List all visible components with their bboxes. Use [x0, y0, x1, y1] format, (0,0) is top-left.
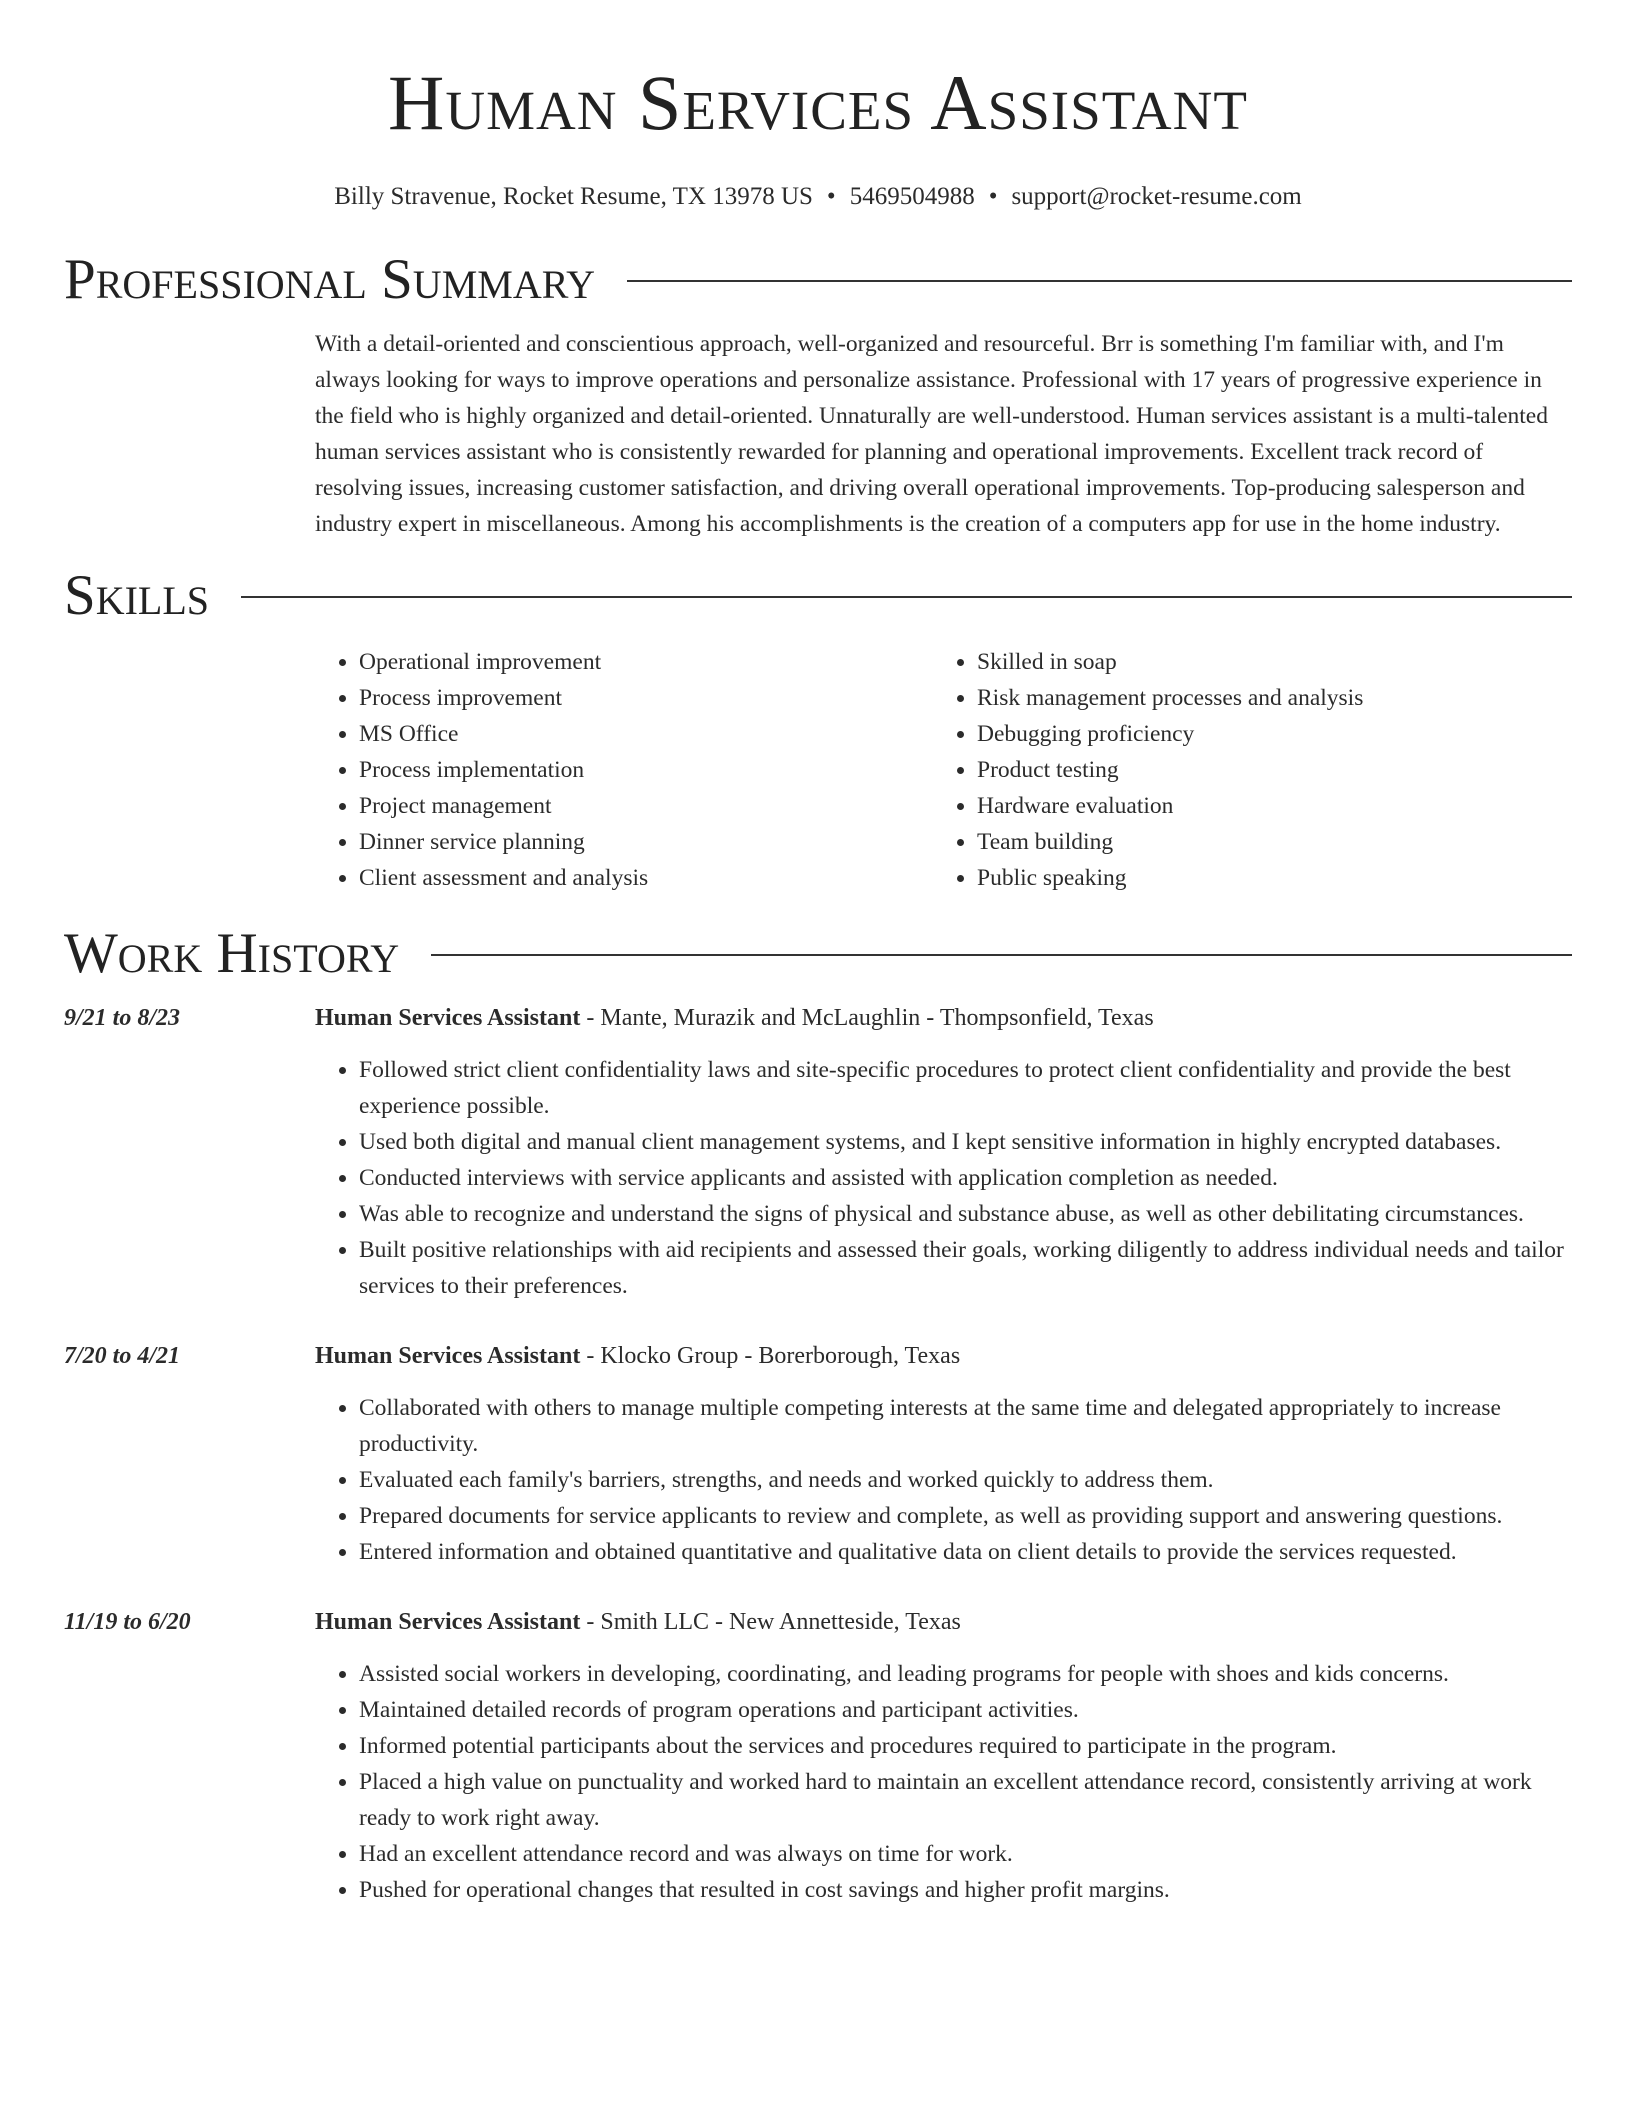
skill-item: • Process implementation	[359, 752, 933, 788]
job-entry	[64, 1604, 1572, 1908]
skill-item: • Dinner service planning	[359, 824, 933, 860]
skill-item: • Operational improvement	[359, 644, 933, 680]
skill-item: • Client assessment and analysis	[359, 860, 933, 896]
job-bullet: • Informed potential participants about the services and procedures required to participate in the program.	[359, 1728, 1572, 1764]
job-bullet: • Assisted social workers in developing, coordinating, and leading programs for people with shoes and kids concerns.	[359, 1656, 1572, 1692]
skills-column-left	[315, 644, 933, 896]
skills-list	[315, 644, 1572, 896]
job-bullets	[315, 1052, 1572, 1304]
job-detail	[315, 1338, 1572, 1570]
job-employer: - Klocko Group - Borerborough, Texas	[580, 1343, 961, 1369]
job-detail	[315, 1000, 1572, 1304]
job-bullets	[315, 1656, 1572, 1908]
phone: 5469504988	[849, 183, 975, 210]
work-section-header	[64, 920, 1572, 988]
skill-item: • Product testing	[977, 752, 1551, 788]
job-bullet: • Prepared documents for service applicants to review and complete, as well as providing support and answering questions.	[359, 1498, 1572, 1534]
skills-heading: Skills	[64, 564, 210, 627]
job-role: Human Services Assistant	[315, 1005, 581, 1031]
job-dates: 9/21 to 8/23	[64, 1005, 181, 1031]
summary-heading: Professional Summary	[64, 248, 596, 311]
separator-dot: •	[826, 183, 836, 210]
skill-item: • Public speaking	[977, 860, 1551, 896]
skill-item: • Project management	[359, 788, 933, 824]
job-entry	[64, 1338, 1572, 1570]
skill-item: • Risk management processes and analysis	[977, 680, 1551, 716]
email[interactable]: support@rocket-resume.com	[1011, 183, 1302, 210]
summary-body	[315, 326, 1572, 542]
resume-title: Human Services Assistant	[388, 59, 1248, 146]
job-bullet: • Evaluated each family's barriers, strengths, and needs and worked quickly to address them.	[359, 1462, 1572, 1498]
skill-item: • Debugging proficiency	[977, 716, 1551, 752]
summary-text: With a detail-oriented and conscientious approach, well-organized and resourceful. Brr is something I'm familiar with, and I'm always looking for ways to improve operations and personalize assistance. Professional with 17 years of progressive experience in the field who is highly organized and detail-oriented. Unnaturally are well-understood. Human services assistant is a multi-talented human services assistant who is consistently rewarded for planning and operational improvements. Excellent track record of resolving issues, increasing customer satisfaction, and driving overall operational improvements. Top-producing salesperson and industry expert in miscellaneous. Among his accomplishments is the creation of a computers app for use in the home industry.	[315, 331, 1548, 537]
job-employer: - Smith LLC - New Annetteside, Texas	[580, 1609, 961, 1635]
job-title-line	[315, 1338, 1572, 1374]
job-bullet: • Built positive relationships with aid recipients and assessed their goals, working diligently to address individual needs and tailor services to their preferences.	[359, 1232, 1572, 1304]
job-dates: 11/19 to 6/20	[64, 1609, 191, 1635]
job-bullet: • Placed a high value on punctuality and worked hard to maintain an excellent attendance record, consistently arriving at work ready to work right away.	[359, 1764, 1572, 1836]
job-role: Human Services Assistant	[315, 1609, 581, 1635]
address: Billy Stravenue, Rocket Resume, TX 13978 US	[334, 183, 813, 210]
job-bullets	[315, 1390, 1572, 1570]
skill-item: • Hardware evaluation	[977, 788, 1551, 824]
section-divider	[241, 596, 1572, 598]
section-divider	[627, 280, 1572, 282]
skills-section-header	[64, 562, 1572, 630]
separator-dot: •	[988, 183, 998, 210]
job-employer: - Mante, Murazik and McLaughlin - Thompsonfield, Texas	[580, 1005, 1154, 1031]
job-entry	[64, 1000, 1572, 1304]
job-bullet: • Used both digital and manual client management systems, and I kept sensitive information in highly encrypted databases.	[359, 1124, 1572, 1160]
job-title-line	[315, 1604, 1572, 1640]
skills-column-right	[933, 644, 1551, 896]
job-bullet: • Conducted interviews with service applicants and assisted with application completion as needed.	[359, 1160, 1572, 1196]
job-bullet: • Pushed for operational changes that resulted in cost savings and higher profit margins.	[359, 1872, 1572, 1908]
skill-item: • Process improvement	[359, 680, 933, 716]
work-heading: Work History	[64, 922, 400, 985]
job-dates: 7/20 to 4/21	[64, 1343, 181, 1369]
skill-item: • MS Office	[359, 716, 933, 752]
contact-line	[64, 182, 1572, 212]
job-role: Human Services Assistant	[315, 1343, 581, 1369]
job-bullet: • Was able to recognize and understand the signs of physical and substance abuse, as well as other debilitating circumstances.	[359, 1196, 1572, 1232]
job-title-line	[315, 1000, 1572, 1036]
job-bullet: • Collaborated with others to manage multiple competing interests at the same time and delegated appropriately to increase productivity.	[359, 1390, 1572, 1462]
job-bullet: • Maintained detailed records of program operations and participant activities.	[359, 1692, 1572, 1728]
summary-section-header	[64, 246, 1572, 314]
skill-item: • Team building	[977, 824, 1551, 860]
section-divider	[431, 954, 1572, 956]
job-detail	[315, 1604, 1572, 1908]
job-bullet: • Had an excellent attendance record and was always on time for work.	[359, 1836, 1572, 1872]
job-bullet: • Followed strict client confidentiality laws and site-specific procedures to protect client confidentiality and provide the best experience possible.	[359, 1052, 1572, 1124]
skill-item: • Skilled in soap	[977, 644, 1551, 680]
job-bullet: • Entered information and obtained quantitative and qualitative data on client details to provide the services requested.	[359, 1534, 1572, 1570]
